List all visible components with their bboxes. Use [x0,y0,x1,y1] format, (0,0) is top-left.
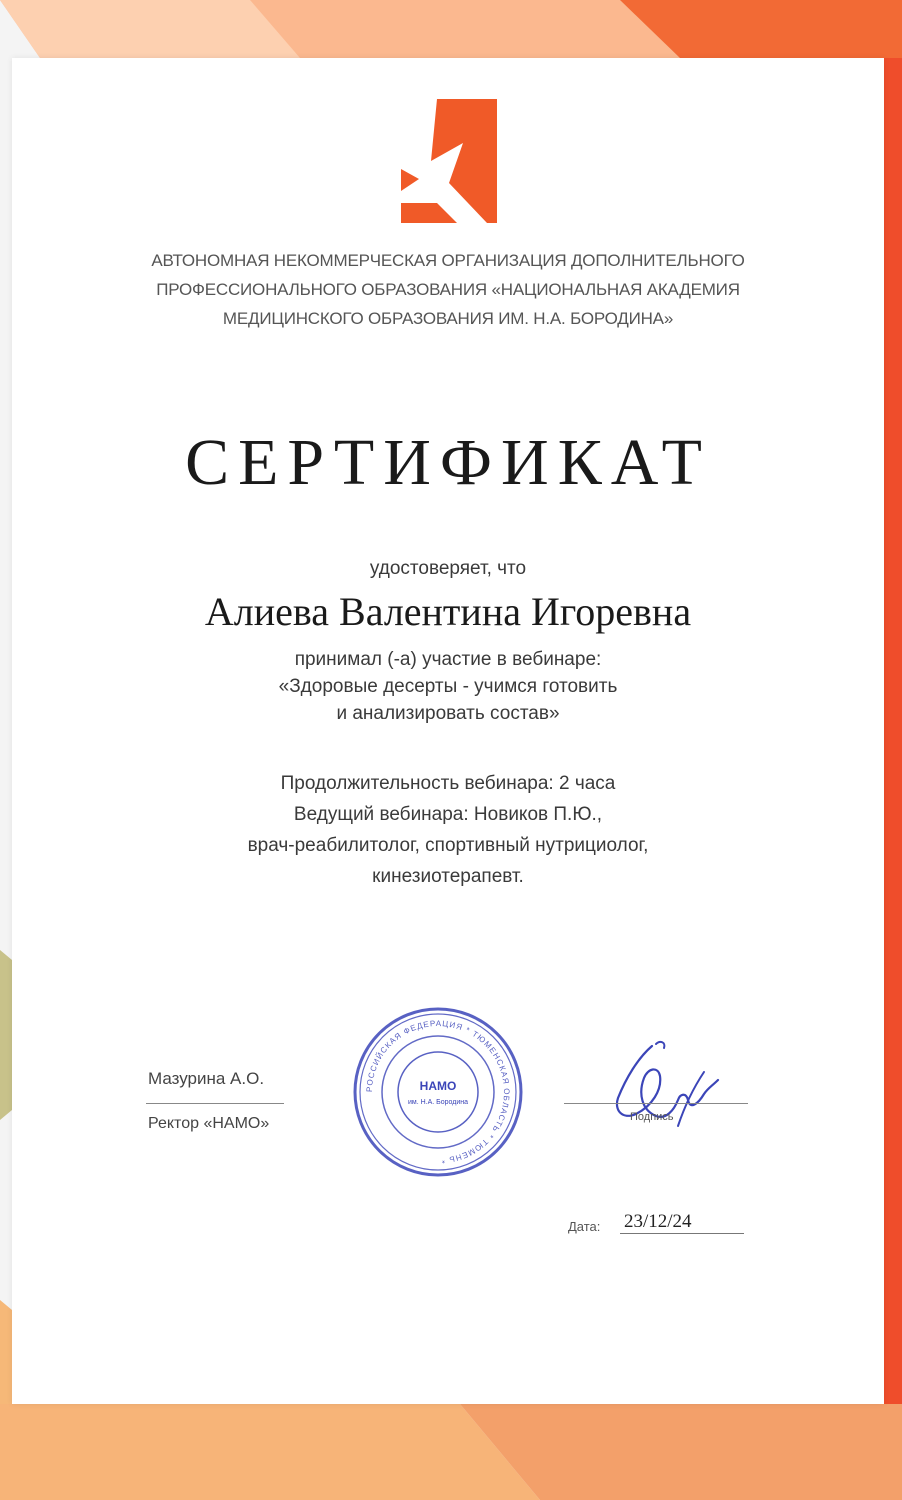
webinar-details [12,768,884,892]
organization-line: АВТОНОМНАЯ НЕКОММЕРЧЕСКАЯ ОРГАНИЗАЦИЯ ДОПОЛНИТЕЛЬНОГО [151,251,745,270]
date-value: 23/12/24 [624,1211,692,1232]
duration-line: Продолжительность вебинара: 2 часа [280,773,616,794]
certificate-sheet [12,58,884,1404]
date-label: Дата: [568,1219,601,1234]
organization-name [72,246,824,333]
rector-title: Ректор «НАМО» [148,1115,270,1132]
participation-text [12,646,884,727]
date-underline [620,1233,744,1234]
stamp-center-text: НАМО [419,1079,457,1093]
signature-label: Подпись [630,1111,674,1123]
host-role-line: кинезиотерапевт. [372,866,524,887]
signature-line [564,1103,748,1104]
host-line: Ведущий вебинара: Новиков П.Ю., [293,804,603,825]
certificate-title: СЕРТИФИКАТ [185,426,711,499]
rector-divider [146,1103,284,1104]
certifies-text: удостоверяет, что [369,558,527,579]
organization-line: МЕДИЦИНСКОГО ОБРАЗОВАНИЯ ИМ. Н.А. БОРОДИНА» [222,309,674,328]
academy-logo [401,99,497,223]
participation-line: и анализировать состав» [336,703,560,724]
rector-name: Мазурина А.О. [148,1069,265,1088]
organization-line: ПРОФЕССИОНАЛЬНОГО ОБРАЗОВАНИЯ «НАЦИОНАЛЬНАЯ АКАДЕМИЯ [156,280,740,299]
participation-line: принимал (-а) участие в вебинаре: [294,649,602,670]
host-role-line: врач-реабилитолог, спортивный нутрициолог, [247,835,649,856]
stamp-center-subtext: им. Н.А. Бородина [407,1099,469,1106]
recipient-name: Алиева Валентина Игоревна [204,589,692,634]
stamp-ring-text: РОССИЙСКАЯ ФЕДЕРАЦИЯ * ТЮМЕНСКАЯ ОБЛАСТЬ * ТЮМЕНЬ * [364,1018,512,1165]
participation-line: «Здоровые десерты - учимся готовить [278,676,618,697]
official-stamp [352,1006,524,1178]
